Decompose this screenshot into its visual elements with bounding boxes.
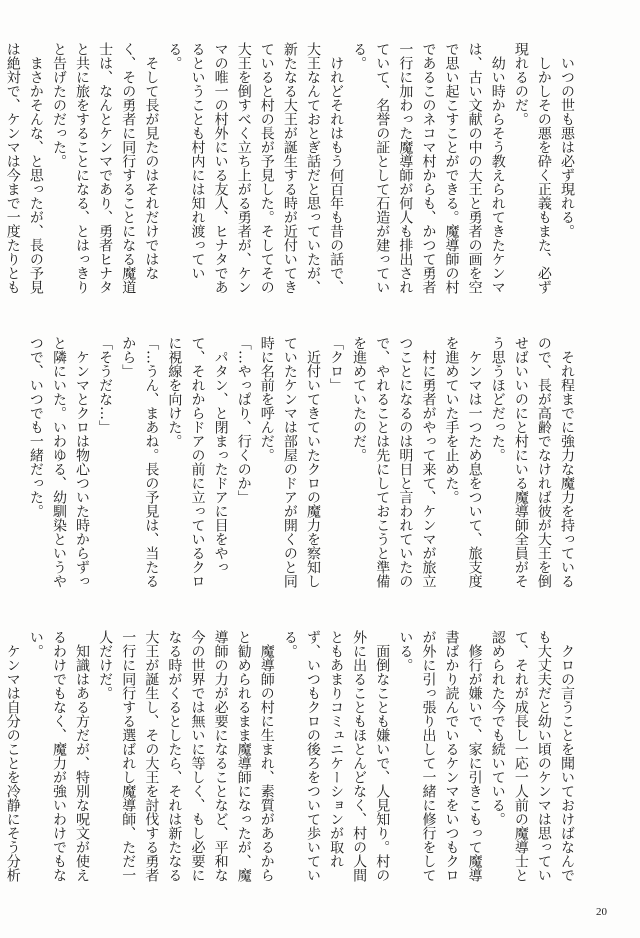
- paragraph: いつの世も悪は必ず現れる。: [559, 56, 575, 238]
- paragraph: クロの言うことを聞いておけばなんでも大丈夫だと幼い頃のケンマは思っていて、それが成長し一応一人前の魔導士と認められた今でも続いている。: [489, 630, 575, 882]
- paragraph: けれどそれはもう何百年も昔の話で、大王なんておとぎ話だと思っていたが、新たなる大王が誕生する時が近付いてきていると村の長が予見した。そしてその大王を倒すべく立ち上がる勇者が、ケンマの唯一の村外にいる友人、ヒナタであるということも村内には知れ渡っている。: [166, 42, 345, 294]
- dialogue-line: 「…やっぱり、行くのか」: [235, 336, 252, 504]
- paragraph: 魔導師の村に生まれ、素質があるからと勧められるまま魔導師になったが、魔導師の力が必要になることなど、平和な今の世界では無いに等しく、もし必要になる時がくるとしたら、それは新たなる大王が誕生し、その大王を討伐する勇者一行に同行する選ばれし魔導師、ただ一人だけだ。: [97, 630, 275, 882]
- paragraph: ケンマは一つため息をついて、旅支度を進めていた手を止めた。: [443, 336, 483, 588]
- dialogue-line: 「そうだな…」: [97, 336, 114, 434]
- paragraph: 知識はある方だが、特別な呪文が使えるわけでもなく、魔力が強いわけでもない。: [27, 630, 91, 882]
- paragraph: 修行が嫌いで、家に引きこもって魔導書ばかり読んでいるケンマをいつもクロが外に引っ張り出して一緒に修行をしている。: [397, 630, 483, 882]
- paragraph: それ程までに強力な魔力を持っているので、長が高齢でなければ彼が大王を倒せばいいのにと村にいる魔導師全員がそう思うほどだった。: [489, 336, 575, 588]
- paragraph: パタン、と閉まったドアに目をやって、それからドアの前に立っているクロに視線を向けた。: [166, 336, 229, 588]
- paragraph: ケンマとクロは物心ついた時からずっと隣にいた。いわゆる、幼馴染というやつで、いつでも一緒だった。: [27, 336, 91, 588]
- paragraph: しかしその悪を砕く正義もまた、必ず現れるのだ。: [512, 42, 552, 294]
- text-block-middle: [27, 336, 578, 592]
- text-block-bottom: [4, 630, 578, 886]
- paragraph: まさかそんな、と思ったが、長の予見は絶対で、ケンマは今まで一度たりとも: [4, 42, 44, 294]
- paragraph: 幼い時からそう教えられてきたケンマは、古い文献の中の大王と勇者の画を空で思い起こすことができる。魔導師の村であるこのネコマ村からも、かつて勇者一行に加わった魔導師が何人も排出されていて、名誉の証として石造が建っている。: [351, 42, 506, 294]
- paragraph: ケンマは自分のことを冷静にそう分析: [4, 644, 21, 882]
- paragraph: 面倒なことも嫌いで、人見知り。村の外に出ることもほとんどなく、村の人間ともあまりコミュニケーションが取れず、いつもクロの後ろをついて歩いている。: [281, 630, 391, 882]
- paragraph: 近付いてきていたクロの魔力を察知していたケンマは部屋のドアが開くのと同時に名前を呼んだ。: [258, 336, 321, 588]
- paragraph: そして長が見たのはそれだけではなく、その勇者に同行することになる魔道士は、なんとケンマであり、勇者ヒナタと共に旅をすることになる、とはっきりと告げたのだった。: [50, 42, 160, 294]
- dialogue-line: 「クロ」: [328, 336, 345, 392]
- page-number: 20: [596, 906, 607, 918]
- text-block-top: [4, 42, 578, 298]
- dialogue-line: 「…うん、まあね。長の予見は、当たるから」: [120, 336, 160, 588]
- paragraph: 村に勇者がやって来て、ケンマが旅立つことになるのは明日と言われていたので、やれることは先にしておこうと準備を進めていたのだ。: [351, 336, 437, 588]
